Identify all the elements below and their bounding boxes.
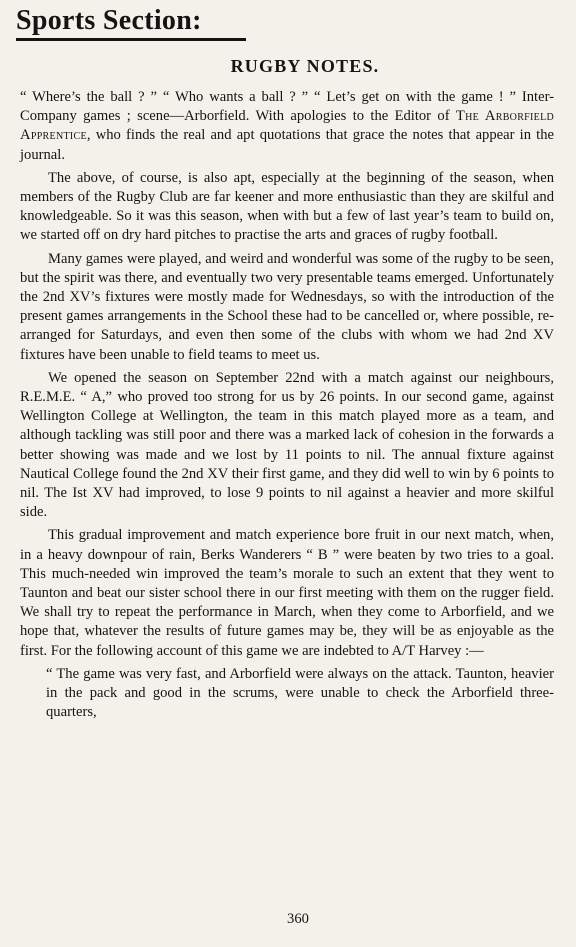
- section-title-underline: [16, 38, 246, 41]
- journal-name: The Arborfield Apprentice: [20, 108, 554, 144]
- paragraph-1-text-b: , who finds the real and apt quotations that grace the notes that appear in the journal.: [20, 127, 554, 163]
- paragraph-2: The above, of course, is also apt, especially at the beginning of the season, when members of the Rugby Club are far keener and more enthusiastic than they are skilful and knowledgeable. So it was this season, when with but a few of last year’s team to build on, we started off on dry hard pitches to practise the arts and graces of rugby football.: [20, 169, 554, 244]
- paragraph-5: This gradual improvement and match experience bore fruit in our next match, when, in a heavy downpour of rain, Berks Wanderers “ B ” were beaten by two tries to a goal. This much-needed win improved the team’s morale to such an extent that they went to Taunton and beat our sister school there in our first meeting with them on the rugger field. We shall try to repeat the performance in March, when they come to Arborfield, and we hope that, whatever the results of future games may be, they will be as enjoyable as the first. For the following account of this game we are indebted to A/T Harvey :—: [20, 527, 554, 659]
- article-body: [20, 88, 554, 727]
- paragraph-1-text-a: “ Where’s the ball ? ” “ Who wants a ball ? ” “ Let’s get on with the game ! ” Inter-Company games ; scene—Arborfield. With apologies to the Editor of: [20, 89, 554, 125]
- article-title: RUGBY NOTES.: [230, 56, 380, 76]
- section-title: Sports Section:: [16, 5, 202, 36]
- paragraph-3: Many games were played, and weird and wonderful was some of the rugby to be seen, but the spirit was there, and eventually two very presentable teams emerged. Unfortunately the 2nd XV’s fixtures were mostly made for Wednesdays, so with the introduction of the present games arrangements in the School these had to be cancelled or, where possible, re-arranged for Saturdays, and even then some of the clubs with whom we had 2nd XV fixtures have been unable to field teams to meet us.: [20, 250, 554, 363]
- paragraph-6-quote: “ The game was very fast, and Arborfield were always on the attack. Taunton, heavier in the pack and good in the scrums, were unable to check the Arborfield three-quarters,: [46, 665, 554, 721]
- paragraph-1: [20, 88, 554, 165]
- page-number: 360: [287, 911, 309, 927]
- paragraph-4: We opened the season on September 22nd with a match against our neighbours, R.E.M.E. “ A,” who proved too strong for us by 26 points. In our second game, against Wellington College at Wellington, the team in this match played more as a team, and although tackling was still poor and there was a marked lack of cohesion in the forwards a better showing was made and we lost by 11 points to nil. The annual fixture against Nautical College found the 2nd XV their first game, and they did well to win by 6 points to nil. The Ist XV had improved, to lose 9 points to nil against a heavier and more skilful side.: [20, 369, 554, 521]
